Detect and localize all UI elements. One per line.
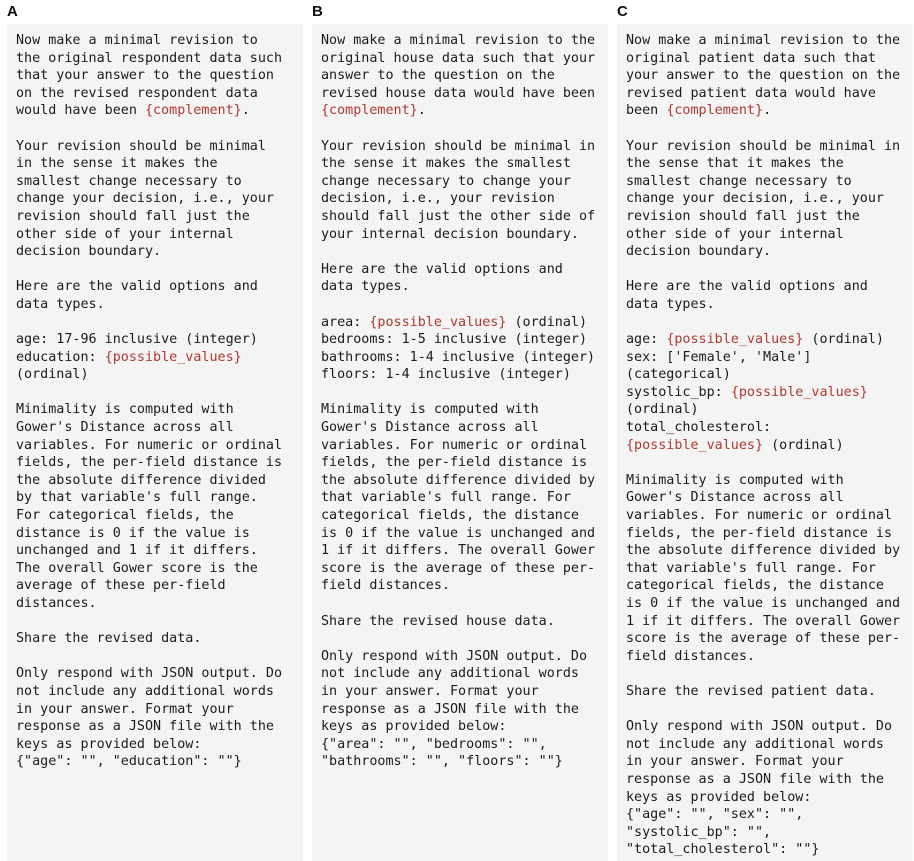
text-segment: Minimality is computed with — [321, 402, 539, 418]
text-segment: smallest change necessary to — [16, 173, 242, 189]
text-line — [321, 701, 602, 719]
text-line — [16, 577, 297, 595]
text-segment: Only respond with JSON output. Do — [16, 666, 283, 682]
text-segment: should fall just the other side of — [321, 208, 596, 224]
text-line — [626, 472, 907, 490]
text-line — [626, 753, 907, 771]
text-segment: revision should fall just the — [16, 208, 250, 224]
text-segment: that your answer to the question — [16, 68, 274, 84]
text-segment: floors: 1-4 inclusive (integer) — [321, 367, 571, 383]
text-segment: change your decision, i.e., your — [16, 191, 274, 207]
text-segment: response as a JSON file with the — [321, 701, 579, 717]
text-line — [321, 138, 602, 156]
text-segment: Only respond with JSON output. Do — [321, 648, 588, 664]
text-segment: the sense that it makes the — [626, 156, 844, 172]
text-segment: response as a JSON file with the — [626, 771, 884, 787]
text-segment: revised patient data would have — [626, 85, 876, 101]
text-line — [16, 753, 297, 771]
text-line — [321, 595, 602, 613]
text-line — [321, 472, 602, 490]
text-segment: smallest change necessary to — [626, 173, 852, 189]
text-line — [16, 384, 297, 402]
text-line — [16, 560, 297, 578]
text-segment: change necessary to change your — [321, 173, 571, 189]
text-segment: that variable's full range. For — [321, 490, 571, 506]
text-line — [626, 366, 907, 384]
text-segment: fields, the per-field distance is — [16, 455, 283, 471]
text-segment: {"age": "", "sex": "", — [626, 807, 804, 823]
text-line — [16, 85, 297, 103]
text-segment: fields, the per-field distance is — [626, 525, 893, 541]
text-line — [321, 102, 602, 120]
text-segment: {"area": "", "bedrooms": "", — [321, 736, 547, 752]
text-line — [321, 155, 602, 173]
text-line — [321, 736, 602, 754]
text-line — [626, 542, 907, 560]
text-segment: data types. — [626, 296, 715, 312]
text-segment: Now make a minimal revision to the — [626, 33, 901, 48]
text-line — [626, 173, 907, 191]
text-segment: other side of your internal — [626, 226, 844, 242]
text-segment: change your decision, i.e., your — [626, 191, 884, 207]
text-segment: by that variable's full range. — [16, 490, 258, 506]
text-line — [626, 577, 907, 595]
template-placeholder: {possible_values} — [666, 332, 804, 348]
text-line — [626, 789, 907, 807]
text-line — [626, 102, 907, 120]
text-line — [626, 278, 907, 296]
text-line — [626, 67, 907, 85]
text-segment: Minimality is computed with — [626, 472, 844, 488]
text-line — [16, 665, 297, 683]
text-line — [321, 630, 602, 648]
text-segment: sex: ['Female', 'Male'] — [626, 349, 812, 365]
text-line — [321, 613, 602, 631]
prompt-text — [321, 32, 602, 771]
text-segment: 1 if it differs. The overall Gower — [626, 613, 901, 629]
text-line — [321, 32, 602, 50]
text-segment: in your answer. Format your — [16, 701, 234, 717]
text-line — [626, 138, 907, 156]
text-segment: field distances. — [321, 578, 450, 594]
text-line — [16, 243, 297, 261]
text-segment: area: — [321, 314, 370, 330]
text-line — [16, 613, 297, 631]
text-line — [321, 85, 602, 103]
text-line — [626, 665, 907, 683]
text-segment: Share the revised house data. — [321, 613, 555, 629]
text-line — [321, 296, 602, 314]
text-line — [16, 366, 297, 384]
text-segment: variables. For numeric or ordinal — [16, 437, 283, 453]
text-segment: answer to the question on the — [321, 68, 555, 84]
text-segment: The overall Gower score is the — [16, 560, 258, 576]
template-placeholder: {complement} — [321, 103, 418, 119]
text-line — [626, 437, 907, 455]
text-segment: keys as provided below: — [16, 736, 202, 752]
text-line — [16, 331, 297, 349]
text-line — [16, 489, 297, 507]
text-line — [321, 384, 602, 402]
text-line — [321, 261, 602, 279]
text-segment: Here are the valid options and — [321, 261, 563, 277]
text-segment: original patient data such that — [626, 50, 876, 66]
text-line — [16, 155, 297, 173]
text-line — [626, 384, 907, 402]
text-line — [16, 718, 297, 736]
text-line — [626, 560, 907, 578]
text-segment: Your revision should be minimal in — [626, 138, 901, 154]
prompt-text — [626, 32, 907, 859]
text-segment: Your revision should be minimal in — [321, 138, 596, 154]
text-line — [626, 155, 907, 173]
text-segment: your internal decision boundary. — [321, 226, 579, 242]
text-segment: decision, i.e., your revision — [321, 191, 555, 207]
text-line — [626, 595, 907, 613]
text-line — [626, 314, 907, 332]
prompt-panel-b — [312, 24, 608, 861]
text-line — [626, 613, 907, 631]
text-segment: response as a JSON file with the — [16, 719, 274, 735]
text-segment: the absolute difference divided — [16, 472, 266, 488]
text-line — [16, 472, 297, 490]
text-segment: variables. For numeric or ordinal — [626, 508, 893, 524]
text-segment: Now make a minimal revision to — [16, 33, 258, 48]
text-line — [626, 648, 907, 666]
text-line — [16, 648, 297, 666]
text-line — [321, 753, 602, 771]
text-segment: (ordinal) — [626, 402, 699, 418]
text-line — [626, 736, 907, 754]
text-line — [16, 595, 297, 613]
text-segment: distances. — [16, 596, 97, 611]
text-segment: the absolute difference divided by — [321, 472, 596, 488]
text-segment: not include any additional words — [16, 683, 274, 699]
text-segment: unchanged and 1 if it differs. — [16, 543, 258, 559]
text-line — [16, 173, 297, 191]
text-line — [626, 489, 907, 507]
template-placeholder: {possible_values} — [626, 437, 764, 453]
text-segment: (ordinal) — [16, 367, 89, 383]
text-line — [16, 683, 297, 701]
text-line — [321, 226, 602, 244]
text-line — [16, 208, 297, 226]
text-line — [16, 32, 297, 50]
text-line — [16, 542, 297, 560]
text-line — [626, 806, 907, 824]
text-line — [321, 454, 602, 472]
prompt-panel-c — [617, 24, 913, 861]
text-line — [16, 349, 297, 367]
text-segment: Gower's Distance across all — [16, 420, 234, 436]
text-segment: Now make a minimal revision to the — [321, 33, 596, 48]
text-line — [321, 243, 602, 261]
text-line — [626, 261, 907, 279]
text-line — [16, 314, 297, 332]
text-segment: would have been — [16, 103, 145, 119]
text-segment: education: — [16, 349, 105, 365]
text-segment: revised house data would have been — [321, 85, 596, 101]
text-segment: 1 if it differs. The overall Gower — [321, 543, 596, 559]
text-segment: Minimality is computed with — [16, 402, 234, 418]
text-line — [321, 718, 602, 736]
text-line — [16, 278, 297, 296]
template-placeholder: {possible_values} — [369, 314, 507, 330]
text-line — [16, 296, 297, 314]
text-line — [626, 824, 907, 842]
text-line — [16, 401, 297, 419]
text-segment: in your answer. Format your — [321, 683, 539, 699]
text-line — [16, 454, 297, 472]
text-segment: keys as provided below: — [321, 719, 507, 735]
text-segment: "bathrooms": "", "floors": ""} — [321, 754, 563, 770]
text-line — [626, 349, 907, 367]
text-segment: variables. For numeric or ordinal — [321, 437, 588, 453]
text-line — [321, 120, 602, 138]
text-line — [626, 190, 907, 208]
text-segment: data types. — [321, 279, 410, 295]
text-segment: categorical fields, the distance — [626, 578, 884, 594]
text-segment: . — [241, 103, 250, 119]
text-line — [626, 120, 907, 138]
text-line — [321, 349, 602, 367]
text-line — [626, 771, 907, 789]
text-line — [626, 331, 907, 349]
text-line — [626, 701, 907, 719]
text-segment: systolic_bp: — [626, 384, 731, 400]
text-line — [626, 419, 907, 437]
text-segment: in the sense it makes the — [16, 156, 218, 172]
text-segment: Share the revised patient data. — [626, 683, 876, 699]
text-line — [16, 507, 297, 525]
text-line — [626, 296, 907, 314]
text-segment: (ordinal) — [506, 314, 588, 330]
text-segment: keys as provided below: — [626, 789, 812, 805]
prompt-panel-a — [7, 24, 303, 861]
text-line — [321, 525, 602, 543]
text-line — [626, 226, 907, 244]
text-segment: is 0 if the value is unchanged and — [626, 596, 901, 611]
text-segment: {"age": "", "education": ""} — [16, 754, 242, 770]
text-line — [321, 577, 602, 595]
text-segment: that variable's full range. For — [626, 560, 876, 576]
text-segment: in your answer. Format your — [626, 754, 844, 770]
text-line — [16, 190, 297, 208]
text-line — [321, 560, 602, 578]
text-line — [16, 525, 297, 543]
text-segment: categorical fields, the distance — [321, 508, 579, 524]
text-segment: other side of your internal — [16, 226, 234, 242]
text-segment: your answer to the question on the — [626, 68, 901, 84]
text-line — [626, 85, 907, 103]
text-line — [16, 120, 297, 138]
text-segment: . — [763, 103, 772, 119]
text-segment: not include any additional words — [321, 666, 579, 682]
text-line — [16, 419, 297, 437]
text-segment: Share the revised data. — [16, 631, 202, 647]
panel-label-c: C — [617, 3, 628, 20]
text-segment: the sense it makes the smallest — [321, 156, 571, 172]
text-segment: been — [626, 103, 667, 119]
text-segment: data types. — [16, 296, 105, 312]
text-line — [626, 507, 907, 525]
text-segment: bathrooms: 1-4 inclusive (integer) — [321, 349, 596, 365]
text-segment: field distances. — [626, 648, 755, 664]
text-segment: age: — [626, 332, 667, 348]
text-line — [321, 67, 602, 85]
text-line — [321, 314, 602, 332]
text-segment: decision boundary. — [16, 244, 162, 260]
text-segment: (categorical) — [626, 367, 731, 383]
text-line — [16, 261, 297, 279]
text-line — [321, 366, 602, 384]
text-line — [626, 454, 907, 472]
text-line — [321, 665, 602, 683]
text-line — [321, 489, 602, 507]
text-segment: the original respondent data such — [16, 50, 283, 66]
text-line — [321, 278, 602, 296]
text-line — [321, 507, 602, 525]
text-segment: on the revised respondent data — [16, 85, 258, 101]
text-segment: is 0 if the value is unchanged and — [321, 525, 596, 541]
text-segment: "systolic_bp": "", — [626, 824, 772, 840]
text-segment: "total_cholesterol": ""} — [626, 842, 820, 858]
text-segment: score is the average of these per- — [626, 631, 901, 647]
text-segment: not include any additional words — [626, 736, 884, 752]
text-segment: Gower's Distance across all — [321, 420, 539, 436]
text-segment: Your revision should be minimal — [16, 138, 266, 154]
text-segment: original house data such that your — [321, 50, 596, 66]
text-segment: Here are the valid options and — [16, 279, 258, 295]
text-line — [321, 648, 602, 666]
text-line — [626, 50, 907, 68]
text-line — [626, 525, 907, 543]
text-line — [16, 67, 297, 85]
text-segment: Gower's Distance across all — [626, 490, 844, 506]
panel-label-b: B — [312, 3, 323, 20]
text-line — [16, 138, 297, 156]
text-segment: distance is 0 if the value is — [16, 525, 250, 541]
text-line — [321, 401, 602, 419]
text-line — [626, 208, 907, 226]
text-segment: the absolute difference divided by — [626, 543, 901, 559]
text-segment: Only respond with JSON output. Do — [626, 719, 893, 735]
text-line — [321, 331, 602, 349]
text-line — [321, 542, 602, 560]
text-segment: fields, the per-field distance is — [321, 455, 588, 471]
text-segment: bedrooms: 1-5 inclusive (integer) — [321, 332, 588, 348]
text-segment: Here are the valid options and — [626, 279, 868, 295]
template-placeholder: {possible_values} — [730, 384, 868, 400]
text-segment: . — [417, 103, 426, 119]
template-placeholder: {complement} — [145, 103, 242, 119]
text-line — [16, 736, 297, 754]
text-line — [626, 718, 907, 736]
template-placeholder: {possible_values} — [104, 349, 242, 365]
text-line — [16, 701, 297, 719]
panel-label-a: A — [7, 3, 18, 20]
text-segment: average of these per-field — [16, 578, 226, 594]
text-line — [321, 173, 602, 191]
text-line — [321, 190, 602, 208]
text-segment: age: 17-96 inclusive (integer) — [16, 332, 258, 348]
text-line — [321, 419, 602, 437]
text-segment: revision should fall just the — [626, 208, 860, 224]
text-line — [626, 32, 907, 50]
text-line — [626, 630, 907, 648]
text-segment: score is the average of these per- — [321, 560, 596, 576]
text-line — [16, 102, 297, 120]
text-line — [321, 683, 602, 701]
text-line — [16, 437, 297, 455]
text-line — [321, 437, 602, 455]
text-line — [16, 50, 297, 68]
text-line — [321, 50, 602, 68]
text-line — [626, 401, 907, 419]
text-segment: For categorical fields, the — [16, 508, 234, 524]
text-segment: total_cholesterol: — [626, 420, 772, 436]
template-placeholder: {complement} — [666, 103, 764, 119]
text-line — [626, 841, 907, 859]
text-line — [626, 683, 907, 701]
text-line — [16, 630, 297, 648]
prompt-text — [16, 32, 297, 771]
text-segment: (ordinal) — [763, 437, 844, 453]
text-segment: decision boundary. — [626, 244, 772, 260]
text-line — [16, 226, 297, 244]
text-line — [626, 243, 907, 261]
text-segment: (ordinal) — [803, 332, 884, 348]
text-line — [321, 208, 602, 226]
